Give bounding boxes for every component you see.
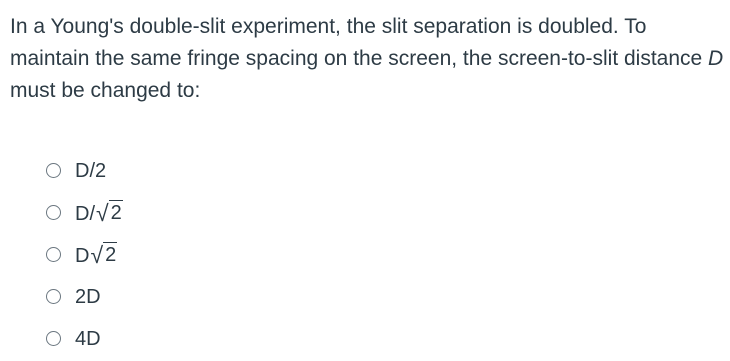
answer-label	[75, 200, 123, 226]
radio-button-icon[interactable]	[46, 205, 61, 220]
question-variable: D	[708, 47, 724, 70]
answer-list	[46, 150, 446, 360]
question-text	[10, 11, 725, 107]
answer-label: 4D	[75, 327, 101, 350]
answer-label: 2D	[75, 285, 101, 308]
answer-option-1[interactable]	[46, 150, 446, 192]
answer-prefix: D	[75, 245, 90, 267]
answer-label	[75, 242, 117, 268]
answer-label: D/2	[75, 159, 107, 182]
answer-option-3[interactable]	[46, 234, 446, 276]
radio-button-icon[interactable]	[46, 289, 61, 304]
answer-option-4[interactable]	[46, 276, 446, 318]
question-text-part-2: must be changed to:	[10, 79, 201, 102]
square-root-icon: √	[90, 242, 104, 268]
square-root-expression	[96, 200, 123, 224]
radio-button-icon[interactable]	[46, 331, 61, 346]
square-root-radicand: 2	[105, 244, 117, 266]
square-root-radicand: 2	[110, 202, 122, 224]
radio-button-icon[interactable]	[46, 163, 61, 178]
radio-button-icon[interactable]	[46, 247, 61, 262]
answer-option-5[interactable]	[46, 318, 446, 360]
square-root-expression	[90, 242, 117, 266]
answer-option-2[interactable]	[46, 192, 446, 234]
square-root-icon: √	[96, 200, 109, 226]
answer-prefix: D/	[75, 203, 95, 225]
question-text-part-1: In a Young's double-slit experiment, the slit separation is doubled. To maintain the same fringe spacing on the screen, the screen-to-slit distance	[10, 15, 709, 70]
